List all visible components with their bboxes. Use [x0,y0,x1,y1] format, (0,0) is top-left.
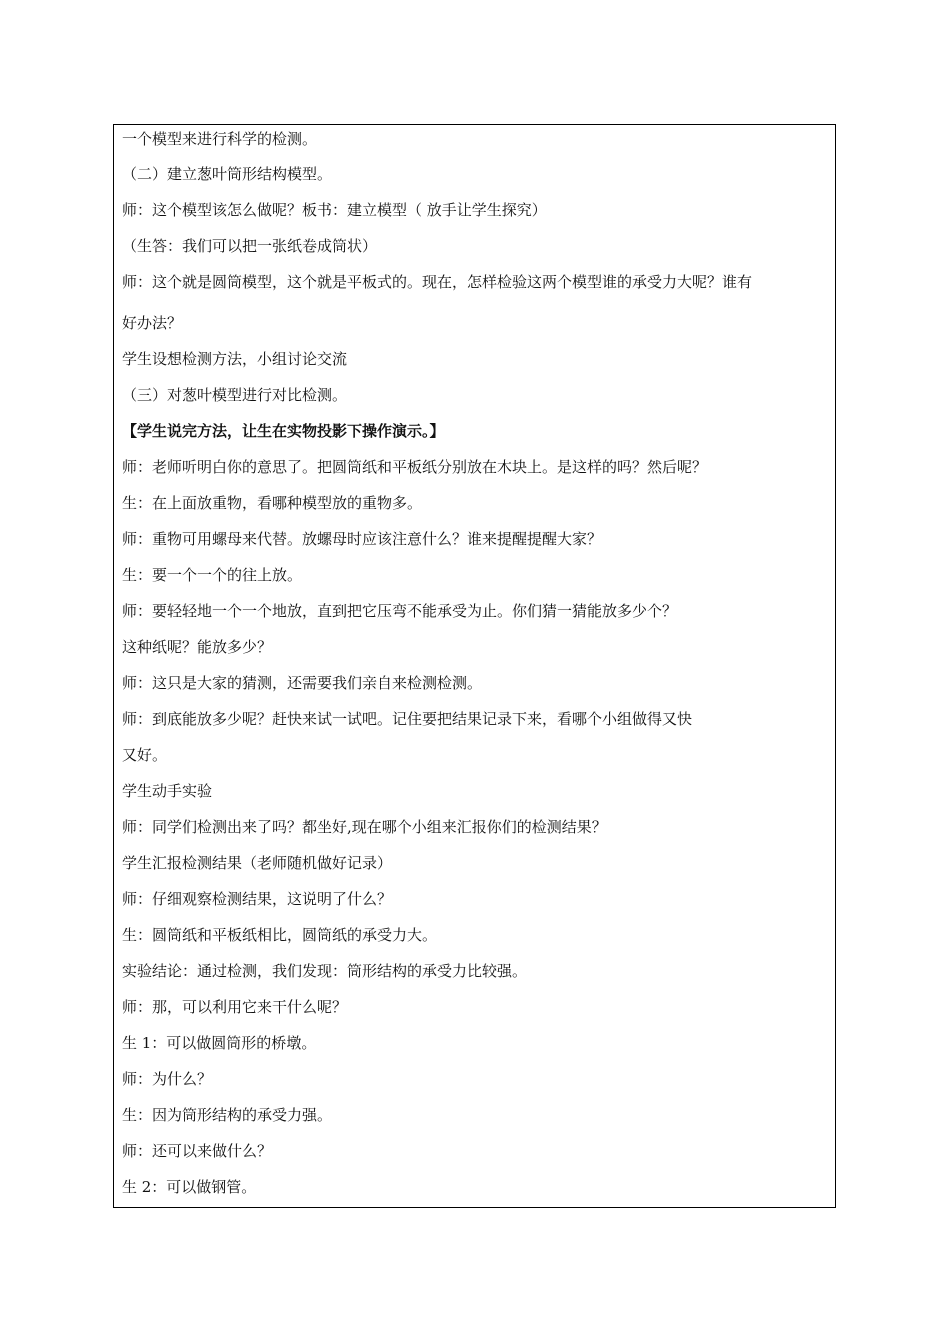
text-line: 师：仔细观察检测结果，这说明了什么？ [122,890,393,908]
text-line: （生答：我们可以把一张纸卷成筒状） [122,237,378,255]
text-line: 师：为什么？ [122,1070,213,1088]
text-line: 师：这个模型该怎么做呢？板书：建立模型（ 放手让学生探究） [122,201,547,219]
text-line: 师：这个就是圆筒模型，这个就是平板式的。现在，怎样检验这两个模型谁的承受力大呢？谁有 [122,273,753,291]
text-line: 好办法？ [122,314,183,332]
text-line: 生：在上面放重物，看哪种模型放的重物多。 [122,494,423,512]
text-line: 这种纸呢？能放多少？ [122,638,273,656]
text-line: 又好。 [122,746,168,764]
text-line: 师：老师听明白你的意思了。把圆筒纸和平板纸分别放在木块上。是这样的吗？然后呢？ [122,458,708,476]
text-line: 师：要轻轻地一个一个地放，直到把它压弯不能承受为止。你们猜一猜能放多少个？ [122,602,678,620]
text-line: 学生汇报检测结果（老师随机做好记录） [122,854,393,872]
text-line: 生 2：可以做钢管。 [122,1178,257,1196]
text-line: 生：圆筒纸和平板纸相比，圆筒纸的承受力大。 [122,926,438,944]
text-line: 师：这只是大家的猜测，还需要我们亲自来检测检测。 [122,674,483,692]
section-heading: （二）建立葱叶筒形结构模型。 [122,165,333,183]
text-line: 生：因为筒形结构的承受力强。 [122,1106,333,1124]
text-line: 学生动手实验 [122,782,213,800]
instruction-note: 【学生说完方法，让生在实物投影下操作演示。】 [122,422,445,440]
text-line: 师：同学们检测出来了吗？都坐好,现在哪个小组来汇报你们的检测结果？ [122,818,607,836]
text-line: 生 1：可以做圆筒形的桥墩。 [122,1034,317,1052]
text-line: 师：重物可用螺母来代替。放螺母时应该注意什么？谁来提醒提醒大家？ [122,530,603,548]
text-line: 师：到底能放多少呢？赶快来试一试吧。记住要把结果记录下来，看哪个小组做得又快 [122,710,693,728]
section-heading: （三）对葱叶模型进行对比检测。 [122,386,348,404]
conclusion-line: 实验结论：通过检测，我们发现：筒形结构的承受力比较强。 [122,962,528,980]
text-line: 一个模型来进行科学的检测。 [122,130,318,148]
text-line: 生：要一个一个的往上放。 [122,566,303,584]
text-line: 师：还可以来做什么？ [122,1142,273,1160]
text-line: 学生设想检测方法，小组讨论交流 [122,350,348,368]
text-line: 师：那，可以利用它来干什么呢？ [122,998,348,1016]
